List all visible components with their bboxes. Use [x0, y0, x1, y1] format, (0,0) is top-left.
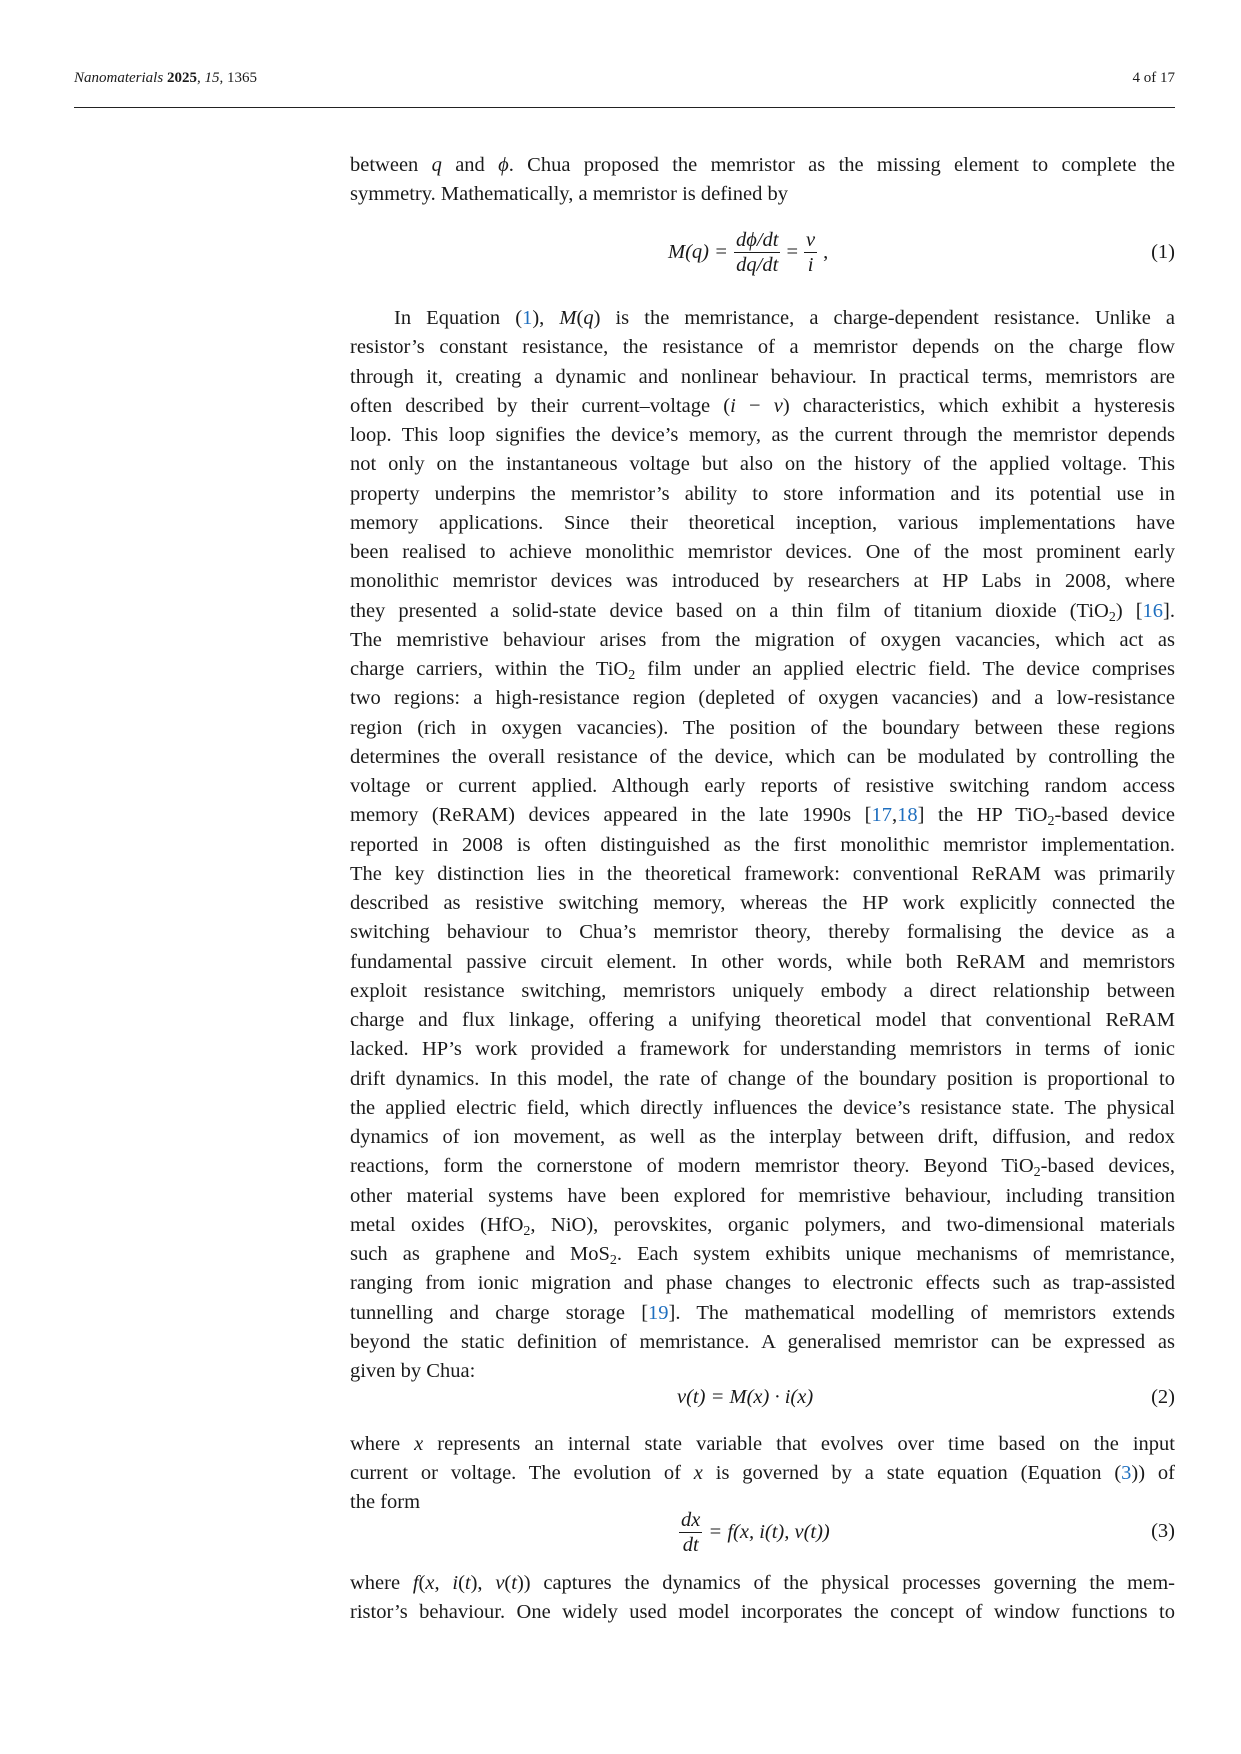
text-line [350, 888, 1175, 918]
text-line [350, 566, 1175, 596]
text-line [350, 1005, 1175, 1035]
text-line [350, 1327, 1175, 1357]
text-line [350, 742, 1175, 772]
text-line [350, 596, 1175, 626]
text-run: charge carriers, within the TiO [350, 658, 629, 680]
text-run: ), [470, 1572, 496, 1594]
text-run: symmetry. Mathematically, a memristor is defined by [350, 183, 788, 206]
eq1-lhs: M(q) = [668, 241, 728, 263]
text-run: two regions: a high-resistance region (depleted of oxygen vacancies) and a low-resistance [350, 687, 1175, 710]
text-line [350, 1298, 1175, 1328]
journal-name: Nanomaterials [74, 70, 164, 86]
text-run: The key distinction lies in the theoretical framework: conventional ReRAM was primarily [350, 862, 1175, 885]
text-line [350, 830, 1175, 860]
text-run: the applied electric field, which directly influences the device’s resistance state. The physical [350, 1096, 1175, 1119]
math-symbol: v [773, 394, 783, 417]
text-line [350, 362, 1175, 392]
text-line [350, 1210, 1175, 1240]
text-line [350, 1356, 1175, 1386]
text-run: ]. [1163, 599, 1175, 622]
separator: , [196, 70, 205, 86]
journal-volume: 15 [204, 70, 220, 86]
eq1-denominator: dq/dt [736, 254, 779, 276]
reference-link[interactable]: 17 [871, 804, 893, 827]
text-run: determines the overall resistance of the device, which can be modulated by controlling the [350, 745, 1175, 768]
text-run: -based device [1054, 804, 1176, 827]
text-run: reactions, form the cornerstone of modern memristor theory. Beyond TiO [350, 1155, 1034, 1178]
reference-link[interactable]: 1 [522, 307, 533, 329]
subscript: 2 [628, 668, 636, 683]
text-run: through it, creating a dynamic and nonlinear behaviour. In practical terms, memristors are [350, 365, 1175, 388]
header-rule [74, 107, 1175, 108]
text-run: lacked. HP’s work provided a framework for understanding memristors in terms of ionic [350, 1038, 1175, 1061]
math-symbol: t [511, 1572, 517, 1594]
text-line [350, 179, 1175, 209]
equation-3 [673, 1508, 830, 1557]
subscript: 2 [609, 1253, 617, 1268]
text-run: beyond the static definition of memristance. A generalised memristor can be expressed as [350, 1330, 1175, 1353]
text-run: ) [ [1115, 599, 1143, 622]
text-line [350, 1429, 1175, 1459]
eq1-numerator: dϕ/dt [735, 229, 779, 251]
text-run: described as resistive switching memory, whereas the HP work explicitly connected the [350, 892, 1175, 914]
text-run: fundamental passive circuit element. In other words, while both ReRAM and memristors [350, 950, 1175, 973]
text-run: such as graphene and MoS [350, 1243, 610, 1265]
text-line [350, 1181, 1175, 1211]
running-header-citation [74, 70, 257, 87]
text-line [350, 1239, 1175, 1269]
text-run: where [350, 1433, 415, 1455]
text-line [350, 1122, 1175, 1152]
text-run: )) of [1131, 1462, 1175, 1485]
text-run: drift dynamics. In this model, the rate of change of the boundary position is proportional to [350, 1067, 1175, 1090]
eq1-fraction-1 [734, 228, 781, 277]
eq3-rhs: = f(x, i(t), v(t)) [708, 1521, 830, 1543]
text-run: ] the HP TiO [917, 804, 1048, 827]
text-run: exploit resistance switching, memristors uniquely embody a direct relationship between [350, 979, 1175, 1002]
text-run: − [735, 394, 774, 417]
journal-year: 2025 [166, 70, 197, 86]
text-run: given by Chua: [350, 1360, 476, 1382]
reference-link[interactable]: 19 [648, 1301, 669, 1324]
eq1-numerator-v: v [806, 229, 816, 251]
equation-number-1: (1) [1151, 241, 1175, 263]
text-line [350, 1458, 1175, 1488]
text-line [350, 713, 1175, 743]
text-line [350, 1268, 1175, 1298]
math-symbol: ϕ [498, 154, 509, 176]
text-run: , [434, 1572, 453, 1594]
article-number: , 1365 [219, 70, 257, 86]
reference-link[interactable]: 16 [1142, 599, 1164, 622]
math-symbol: q [583, 307, 594, 329]
text-run: they presented a solid-state device based on a thin film of titanium dioxide (TiO [350, 599, 1109, 622]
text-line [350, 1597, 1175, 1627]
text-run: ]. The mathematical modelling of memristors extends [668, 1301, 1175, 1324]
text-run: . Chua proposed the memristor as the missing element to complete the [508, 154, 1175, 176]
text-run: other material systems have been explored for memristive behaviour, including transition [350, 1184, 1175, 1207]
text-line [350, 800, 1175, 830]
page-number: 4 of 17 [1132, 70, 1175, 86]
math-symbol: i [452, 1572, 459, 1594]
text-line [350, 625, 1175, 655]
text-run: memory (ReRAM) devices appeared in the late 1990s [ [350, 804, 872, 827]
math-symbol: M [559, 307, 577, 329]
text-line [350, 976, 1175, 1006]
text-run: ( [458, 1572, 465, 1594]
math-symbol: x [693, 1462, 703, 1485]
text-run: ( [504, 1572, 512, 1594]
text-line [350, 1034, 1175, 1064]
reference-link[interactable]: 18 [897, 804, 918, 827]
text-run: between [350, 154, 432, 176]
subscript: 2 [1033, 1165, 1041, 1181]
text-run: . Each system exhibits unique mechanisms of memristance, [616, 1243, 1175, 1265]
text-line [350, 1151, 1175, 1181]
text-run: not only on the instantaneous voltage but also on the history of the applied voltage. This [350, 453, 1175, 476]
text-line [350, 479, 1175, 509]
text-run: voltage or current applied. Although early reports of resistive switching random access [350, 775, 1175, 797]
eq3-numerator: dx [681, 1509, 701, 1531]
text-run: ( [418, 1572, 426, 1594]
text-line [350, 917, 1175, 947]
text-run: and [441, 154, 499, 176]
text-run: ), [532, 307, 560, 329]
eq3-denominator: dt [682, 1534, 699, 1556]
equation-number-2: (2) [1151, 1386, 1175, 1408]
text-line [350, 1568, 1175, 1598]
text-run: ) characteristics, which exhibit a hysteresis [782, 394, 1175, 417]
math-symbol: x [414, 1433, 424, 1455]
text-run: metal oxides (HfO [350, 1213, 524, 1236]
text-run: ristor’s behaviour. One widely used model incorporates the concept of window functions to [350, 1601, 1175, 1624]
text-run: ranging from ionic migration and phase changes to electronic effects such as trap-assisted [350, 1272, 1175, 1295]
text-run: region (rich in oxygen vacancies). The position of the boundary between these regions [350, 716, 1175, 739]
text-line [350, 150, 1175, 180]
reference-link[interactable]: 3 [1121, 1462, 1132, 1485]
text-run: ( [576, 307, 584, 329]
equation-1 [668, 228, 828, 277]
equation-number-3: (3) [1151, 1520, 1175, 1542]
subscript: 2 [523, 1223, 531, 1239]
text-line [350, 1064, 1175, 1094]
text-run: reported in 2008 is often distinguished as the first monolithic memristor implementation. [350, 833, 1175, 856]
text-run: memory applications. Since their theoretical inception, various implementations have [350, 511, 1175, 534]
text-run: loop. This loop signifies the device’s memory, as the current through the memristor depends [350, 424, 1175, 446]
text-line [350, 420, 1175, 450]
text-run: the form [350, 1491, 421, 1514]
text-run: been realised to achieve monolithic memristor devices. One of the most prominent early [350, 541, 1175, 563]
text-line [350, 859, 1175, 889]
text-run: , [892, 804, 898, 827]
text-line [350, 771, 1175, 801]
text-line [350, 947, 1175, 977]
math-symbol: x [425, 1572, 435, 1594]
text-run: ) is the memristance, a charge-dependent resistance. Unlike a [593, 307, 1175, 329]
text-line [350, 303, 1175, 333]
text-run: switching behaviour to Chua’s memristor theory, thereby formalising the device as a [350, 921, 1175, 944]
subscript: 2 [1108, 609, 1116, 625]
text-run: film under an applied electric field. The device comprises [635, 658, 1175, 680]
text-line [350, 332, 1175, 362]
text-run: dynamics of ion movement, as well as the interplay between drift, diffusion, and redox [350, 1126, 1175, 1148]
text-run: )) captures the dynamics of the physical processes governing the mem- [516, 1572, 1176, 1594]
text-run: , NiO), perovskites, organic polymers, and two-dimensional materials [530, 1213, 1175, 1236]
text-line [350, 391, 1175, 421]
math-symbol: t [464, 1572, 471, 1594]
math-symbol: v [495, 1572, 505, 1594]
text-run: The memristive behaviour arises from the migration of oxygen vacancies, which act as [350, 628, 1175, 651]
text-run: charge and flux linkage, offering a unifying theoretical model that conventional ReRAM [350, 1009, 1175, 1031]
subscript: 2 [1047, 814, 1055, 830]
math-symbol: i [730, 394, 736, 417]
text-run: -based devices, [1040, 1155, 1175, 1178]
eq3-derivative [679, 1508, 702, 1557]
text-run: where [350, 1572, 413, 1594]
text-line [350, 537, 1175, 567]
text-line [350, 508, 1175, 538]
text-run: often described by their current–voltage ( [350, 394, 731, 417]
math-symbol: f [412, 1572, 419, 1594]
text-run: tunnelling and charge storage [ [350, 1301, 649, 1324]
eq1-denominator-i: i [807, 254, 814, 276]
text-line [350, 683, 1175, 713]
text-line [350, 654, 1175, 684]
text-line [350, 449, 1175, 479]
text-run: current or voltage. The evolution of [350, 1462, 694, 1485]
text-run: represents an internal state variable that evolves over time based on the input [423, 1433, 1175, 1455]
text-run: property underpins the memristor’s ability to store information and its potential use in [350, 482, 1175, 505]
eq1-comma: , [823, 241, 829, 263]
text-run: resistor’s constant resistance, the resistance of a memristor depends on the charge flow [350, 336, 1175, 359]
text-run: is governed by a state equation (Equation ( [702, 1462, 1122, 1485]
eq1-fraction-2 [804, 228, 817, 277]
text-line [350, 1093, 1175, 1123]
text-run: In Equation ( [394, 307, 523, 329]
equation-2: v(t) = M(x) · i(x) [677, 1386, 814, 1408]
eq1-equals: = [786, 241, 799, 263]
text-run: monolithic memristor devices was introduced by researchers at HP Labs in 2008, where [350, 570, 1175, 593]
math-symbol: q [431, 154, 442, 176]
